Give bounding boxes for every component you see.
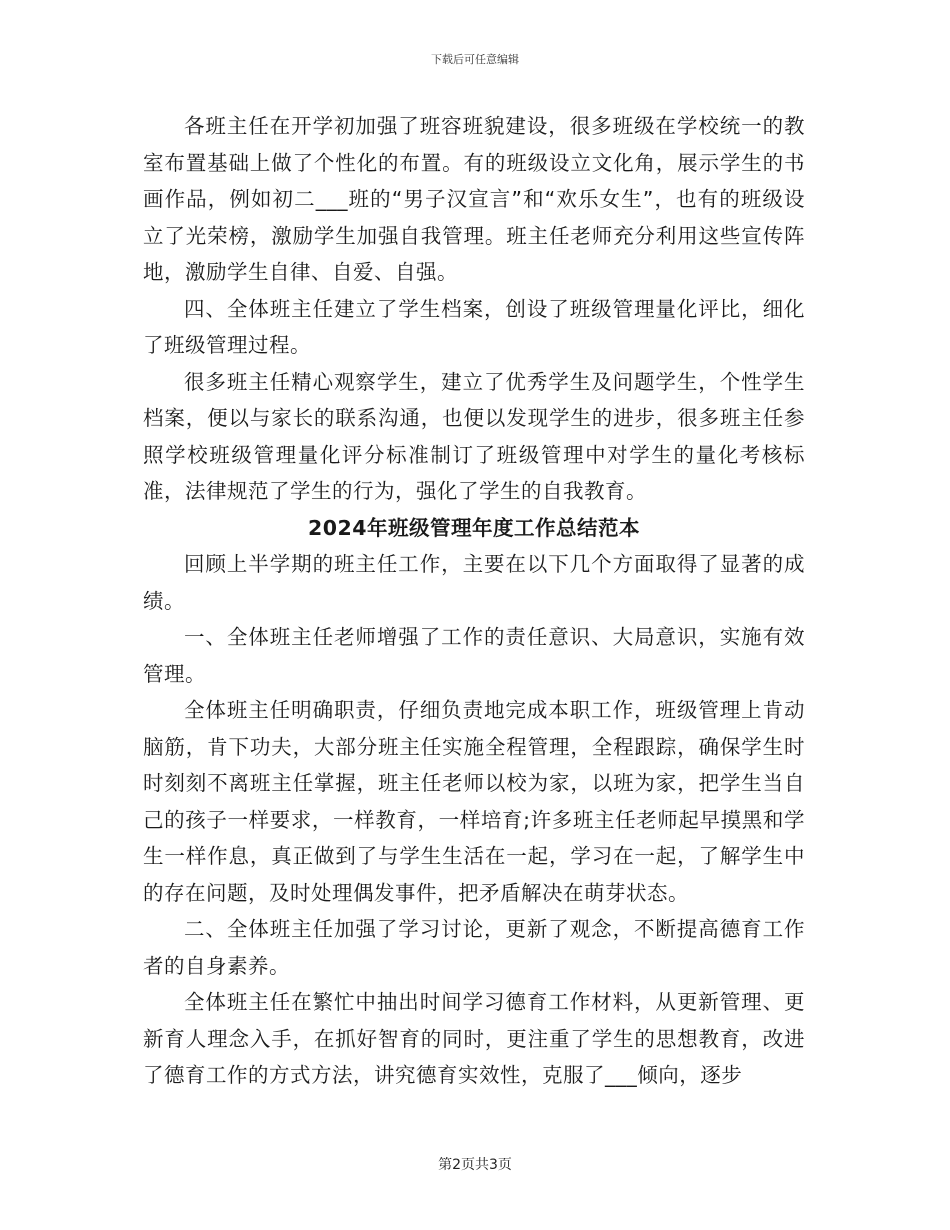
section-title: 2024年班级管理年度工作总结范本	[307, 515, 641, 540]
paragraph-responsibility: 全体班主任明确职责，仔细负责地完成本职工作，班级管理上肯动脑筋，肯下功夫，大部分班主任实施全程管理，全程跟踪，确保学生时时刻刻不离班主任掌握，班主任老师以校为家，以班为家，把学生当自己的孩子一样要求，一样教育，一样培育;许多班主任老师起早摸黑和学生一样作息，真正做到了与学生生活在一起，学习在一起，了解学生中的存在问题，及时处理偶发事件，把矛盾解决在萌芽状态。	[143, 698, 805, 905]
document-body	[143, 108, 805, 1094]
paragraph-class-appearance: 各班主任在开学初加强了班容班貌建设，很多班级在学校统一的教室布置基础上做了个性化的布置。有的班级设立文化角，展示学生的书画作品，例如初二___班的“男子汉宣言”和“欢乐女生”，也有的班级设立了光荣榜，激励学生加强自我管理。班主任老师充分利用这些宣传阵地，激励学生自律、自爱、自强。	[143, 114, 805, 284]
paragraph-moral-education: 全体班主任在繁忙中抽出时间学习德育工作材料，从更新管理、更新育人理念入手，在抓好智育的同时，更注重了学生的思想教育，改进了德育工作的方式方法，讲究德育实效性，克服了___倾向，逐步	[143, 990, 805, 1087]
paragraph-point-two-heading: 二、全体班主任加强了学习讨论，更新了观念，不断提高德育工作者的自身素养。	[143, 917, 805, 978]
page-header: 下载后可任意编辑	[431, 53, 519, 66]
paragraph-student-records: 很多班主任精心观察学生，建立了优秀学生及问题学生，个性学生档案，便以与家长的联系沟通，也便以发现学生的进步，很多班主任参照学校班级管理量化评分标准制订了班级管理中对学生的量化考核标准，法律规范了学生的行为，强化了学生的自我教育。	[143, 369, 805, 503]
paragraph-point-four-heading: 四、全体班主任建立了学生档案，创设了班级管理量化评比，细化了班级管理过程。	[143, 296, 805, 357]
paragraph-point-one-heading: 一、全体班主任老师增强了工作的责任意识、大局意识，实施有效管理。	[143, 625, 805, 686]
page-number: 第2页共3页	[438, 1157, 512, 1173]
paragraph-review-intro: 回顾上半学期的班主任工作，主要在以下几个方面取得了显著的成绩。	[143, 552, 805, 613]
